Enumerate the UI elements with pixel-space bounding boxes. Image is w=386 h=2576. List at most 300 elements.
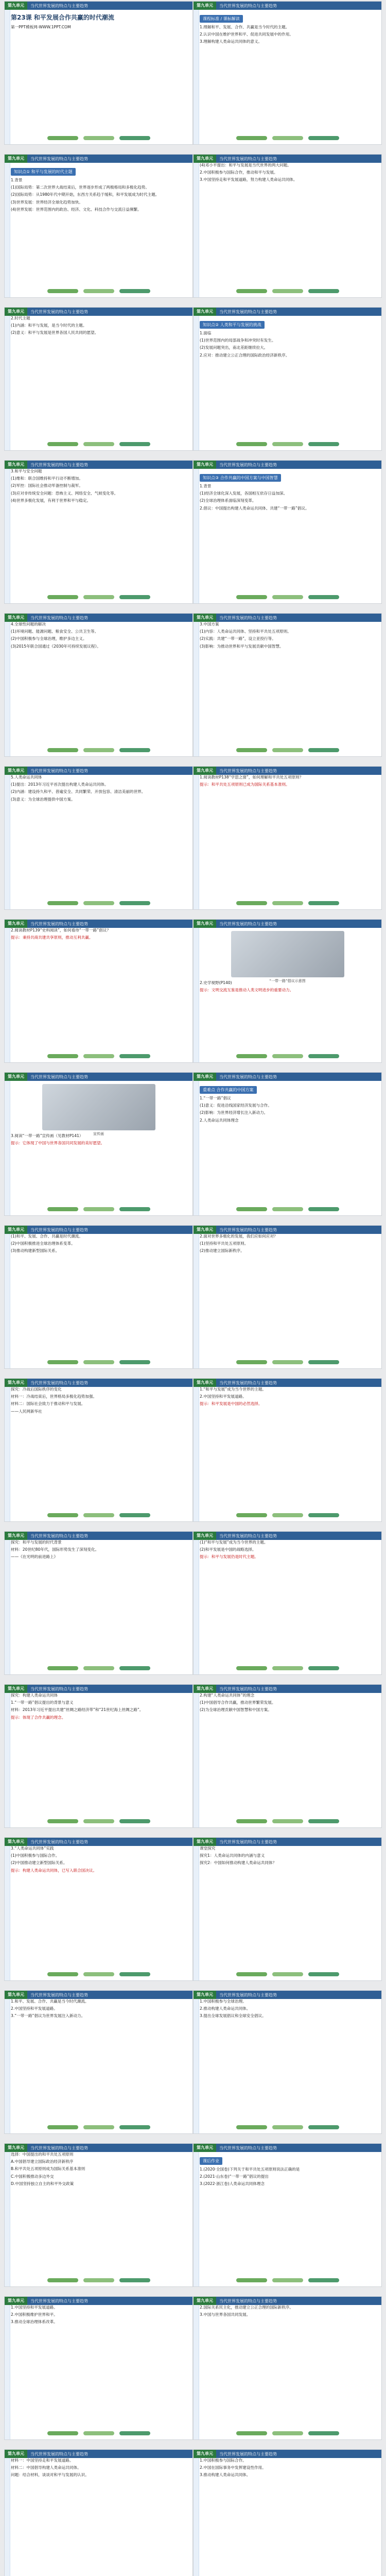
- footer-nav-button[interactable]: [236, 1054, 267, 1058]
- footer-nav-button[interactable]: [272, 1666, 303, 1670]
- slide-text-line: 提示：它体现了中国与世界各国共同发展的美好愿望。: [11, 1141, 105, 1146]
- slide-thumb[interactable]: [4, 2296, 193, 2440]
- slide-footer: [194, 1513, 381, 1519]
- footer-nav-button[interactable]: [83, 1819, 114, 1823]
- slide-text-line: (2)意义：和平与发展是世界各国人民共同的愿望。: [11, 330, 99, 335]
- unit-subtitle: 当代世界发展的特点与主要趋势: [30, 309, 88, 314]
- unit-subtitle: 当代世界发展的特点与主要趋势: [30, 2145, 88, 2150]
- left-rail: [5, 2152, 10, 2286]
- footer-nav-button[interactable]: [119, 1513, 150, 1517]
- slide-text-line: 探究2：中国如何推动构建人类命运共同体？: [200, 1860, 277, 1866]
- slide-text-line: (1)中国倡导合作共赢，推动世界繁荣发展。: [200, 1700, 276, 1705]
- slide-footer: [5, 1972, 192, 1978]
- slide-text-line: (1)国际局势：第二次世界大战结束后，世界逐步形成了两极格局和多极化趋势。: [11, 185, 149, 190]
- footer-nav-button[interactable]: [47, 595, 78, 599]
- slide-thumb[interactable]: [193, 2296, 382, 2440]
- footer-nav-button[interactable]: [272, 136, 303, 140]
- footer-nav-button[interactable]: [83, 1207, 114, 1211]
- slide-text-line: 提示：和平发展是中国的必然选择。: [200, 1401, 262, 1406]
- unit-label: 第九单元: [194, 1226, 216, 1234]
- footer-nav-button[interactable]: [47, 1360, 78, 1364]
- unit-label: 第九单元: [5, 1073, 27, 1081]
- slide-thumb[interactable]: [193, 919, 382, 1063]
- footer-nav-button[interactable]: [47, 2431, 78, 2435]
- slide-header-bar: [194, 155, 381, 163]
- left-rail: [5, 2305, 10, 2439]
- slide-thumb[interactable]: [193, 1837, 382, 1981]
- slide-text-line: (1)“和平与发展”成为当今世界的主题。: [200, 1540, 268, 1545]
- left-rail: [5, 1387, 10, 1521]
- footer-nav-button[interactable]: [236, 289, 267, 293]
- slide-header-bar: [194, 2450, 381, 2458]
- footer-nav-button[interactable]: [119, 595, 150, 599]
- slide-text-line: (2)影响：为世界经济增长注入新动力。: [200, 1110, 268, 1115]
- footer-nav-button[interactable]: [47, 748, 78, 752]
- slide-text-line: (3)影响：为推动世界和平与发展贡献中国智慧。: [200, 643, 284, 649]
- footer-nav-button[interactable]: [272, 442, 303, 446]
- slide-thumb[interactable]: [4, 2449, 193, 2576]
- slide-text-line: (2)和平发展是中国的战略选择。: [200, 1547, 256, 1552]
- slide-footer: [194, 2278, 381, 2284]
- section-tag: 课后作业: [200, 2157, 222, 2165]
- slide-thumb[interactable]: [193, 1072, 382, 1216]
- slide-text-line: (1)坚持和平共处五项原则。: [200, 1241, 249, 1246]
- footer-nav-button[interactable]: [119, 1819, 150, 1823]
- left-rail: [194, 163, 199, 297]
- slide-text-line: 5.人类命运共同体: [11, 775, 42, 779]
- unit-subtitle: 当代世界发展的特点与主要趋势: [219, 1533, 277, 1538]
- footer-nav-button[interactable]: [308, 289, 339, 293]
- footer-nav-button[interactable]: [272, 289, 303, 293]
- footer-nav-button[interactable]: [119, 748, 150, 752]
- slide-thumb[interactable]: [193, 307, 382, 451]
- left-rail: [194, 928, 199, 1062]
- unit-subtitle: 当代世界发展的特点与主要趋势: [30, 2298, 88, 2303]
- slide-text-line: 探究：冷战后国际秩序的变化: [11, 1387, 62, 1392]
- left-rail: [194, 1234, 199, 1368]
- footer-nav-button[interactable]: [308, 1666, 339, 1670]
- footer-nav-button[interactable]: [47, 1819, 78, 1823]
- slide-text-line: 提示：和平共处五项原则已成为国际关系基本准则。: [200, 782, 290, 787]
- footer-nav-button[interactable]: [83, 1360, 114, 1364]
- unit-subtitle: 当代世界发展的特点与主要趋势: [219, 1839, 277, 1844]
- slide-text-line: 2.中国在国际事务中发挥建设性作用。: [200, 2465, 266, 2470]
- footer-nav-button[interactable]: [83, 748, 114, 752]
- footer-nav-button[interactable]: [272, 1513, 303, 1517]
- slide-text-line: (1)维和：联合国维持和平行动不断增加。: [11, 476, 83, 481]
- slide-footer: [194, 442, 381, 448]
- footer-nav-button[interactable]: [119, 1666, 150, 1670]
- slide-text-line: 课堂探究: [200, 1846, 216, 1851]
- slide-text-line: 1.“和平与发展”成为当今世界的主题。: [200, 1387, 267, 1392]
- footer-nav-button[interactable]: [47, 289, 78, 293]
- unit-label: 第九单元: [5, 2, 27, 10]
- unit-label: 第九单元: [194, 1379, 216, 1387]
- slide-text-line: D.中国坚持独立自主的和平外交政策: [11, 2181, 74, 2186]
- unit-subtitle: 当代世界发展的特点与主要趋势: [30, 1227, 88, 1232]
- left-rail: [194, 2458, 199, 2576]
- footer-nav-button[interactable]: [272, 2431, 303, 2435]
- footer-nav-button[interactable]: [236, 595, 267, 599]
- footer-nav-button[interactable]: [47, 2278, 78, 2282]
- slide-thumb[interactable]: [4, 1072, 193, 1216]
- footer-nav-button[interactable]: [119, 1054, 150, 1058]
- left-rail: [5, 469, 10, 603]
- slide-header-bar: [194, 1838, 381, 1846]
- slide-text-line: 3.“人类命运共同体”实践: [11, 1846, 54, 1851]
- unit-label: 第九单元: [5, 1991, 27, 1999]
- slide-footer: [194, 1207, 381, 1213]
- slide-header-bar: [194, 1991, 381, 1999]
- slide-text-line: 3.阅读“一带一路”宣传画（见教材P141）: [11, 1133, 83, 1138]
- unit-subtitle: 当代世界发展的特点与主要趋势: [219, 2145, 277, 2150]
- footer-nav-button[interactable]: [272, 595, 303, 599]
- slide-text-line: 材料：20世纪80年代，国际形势发生了深刻变化。: [11, 1547, 99, 1552]
- slide-text-line: (1)中国积极参与国际合作。: [11, 1853, 60, 1858]
- footer-nav-button[interactable]: [83, 136, 114, 140]
- unit-label: 第九单元: [5, 1532, 27, 1540]
- slide-header-bar: [194, 767, 381, 775]
- footer-nav-button[interactable]: [119, 901, 150, 905]
- slide-footer: [5, 901, 192, 907]
- slide-footer: [5, 2125, 192, 2131]
- footer-nav-button[interactable]: [47, 136, 78, 140]
- slide-thumb[interactable]: [193, 1, 382, 145]
- slide-text-line: (2)内涵：建设持久和平、普遍安全、共同繁荣、开放包容、清洁美丽的世界。: [11, 789, 146, 794]
- footer-nav-button[interactable]: [119, 2125, 150, 2129]
- footer-nav-button[interactable]: [236, 2431, 267, 2435]
- footer-nav-button[interactable]: [308, 2278, 339, 2282]
- unit-subtitle: 当代世界发展的特点与主要趋势: [30, 1074, 88, 1079]
- slide-thumb[interactable]: [4, 1990, 193, 2134]
- slide-text-line: (1)提出：2013年习近平首次提出构建人类命运共同体。: [11, 782, 109, 787]
- footer-nav-button[interactable]: [272, 2278, 303, 2282]
- slide-text-line: 1.“一带一路”倡议: [200, 1096, 231, 1100]
- section-tag: 知识点① 和平与发展的时代主题: [11, 168, 76, 176]
- footer-nav-button[interactable]: [236, 1819, 267, 1823]
- footer-nav-button[interactable]: [236, 2125, 267, 2129]
- slide-text-line: 3.“一带一路”倡议为世界发展注入新动力。: [11, 2013, 85, 2019]
- footer-nav-button[interactable]: [83, 2125, 114, 2129]
- left-rail: [5, 928, 10, 1062]
- slide-footer: [5, 1666, 192, 1672]
- footer-nav-button[interactable]: [272, 1054, 303, 1058]
- slide-header-bar: [5, 1226, 192, 1234]
- left-rail: [194, 1999, 199, 2133]
- footer-nav-button[interactable]: [236, 901, 267, 905]
- slide-text-line: 1.中国积极参与全球治理。: [200, 1999, 247, 2004]
- slide-thumb[interactable]: [4, 1531, 193, 1675]
- slide-text-line: 1.“一带一路”倡议提出的背景与意义: [11, 1700, 74, 1705]
- footer-nav-button[interactable]: [119, 136, 150, 140]
- slide-footer: [194, 2125, 381, 2131]
- slide-text-line: (2)推动建立国际新秩序。: [200, 1248, 244, 1253]
- unit-subtitle: 当代世界发展的特点与主要趋势: [30, 3, 88, 8]
- slide-thumb[interactable]: [4, 1684, 193, 1828]
- footer-nav-button[interactable]: [119, 1972, 150, 1976]
- footer-nav-button[interactable]: [236, 136, 267, 140]
- slide-text-line: (1)经济全球化深入发展，各国相互依存日益加深。: [200, 491, 288, 496]
- slide-text-line: 选择：中国提出的和平共处五项原则: [11, 2152, 74, 2157]
- section-tag: 重难点 合作共赢的中国方案: [200, 1086, 257, 1094]
- slide-text-line: 探究：构建人类命运共同体: [11, 1693, 58, 1698]
- unit-label: 第九单元: [5, 308, 27, 316]
- slide-footer: [194, 1360, 381, 1366]
- footer-nav-button[interactable]: [272, 1972, 303, 1976]
- unit-subtitle: 当代世界发展的特点与主要趋势: [219, 309, 277, 314]
- slide-text-line: 材料：2013年习近平提出共建“丝绸之路经济带”和“21世纪海上丝绸之路”。: [11, 1707, 144, 1713]
- unit-label: 第九单元: [5, 2144, 27, 2152]
- slide-text-line: 2.国际关系民主化，推动建立公正合理的国际新秩序。: [200, 2305, 293, 2310]
- slide-text-line: 材料二：国际社会致力于推动和平与发展。: [11, 1401, 85, 1406]
- left-rail: [194, 1540, 199, 1674]
- unit-label: 第九单元: [194, 2297, 216, 2305]
- footer-nav-button[interactable]: [47, 2125, 78, 2129]
- unit-label: 第九单元: [5, 1838, 27, 1846]
- unit-label: 第九单元: [5, 155, 27, 163]
- footer-nav-button[interactable]: [236, 1513, 267, 1517]
- footer-nav-button[interactable]: [272, 1207, 303, 1211]
- footer-nav-button[interactable]: [236, 748, 267, 752]
- footer-nav-button[interactable]: [308, 1513, 339, 1517]
- footer-nav-button[interactable]: [47, 1666, 78, 1670]
- slide-text-line: 材料一：冷战结束后，世界格局多极化趋势加强。: [11, 1394, 97, 1399]
- slide-text-line: 2.构建“人类命运共同体”的理念: [200, 1693, 255, 1698]
- slide-text-line: 1.背景: [11, 178, 23, 182]
- slide-thumb[interactable]: [4, 766, 193, 910]
- footer-nav-button[interactable]: [47, 901, 78, 905]
- footer-nav-button[interactable]: [83, 289, 114, 293]
- left-rail: [5, 1234, 10, 1368]
- footer-nav-button[interactable]: [308, 2431, 339, 2435]
- slide-text-line: 2.推动构建人类命运共同体。: [200, 2006, 251, 2011]
- unit-subtitle: 当代世界发展的特点与主要趋势: [30, 2451, 88, 2456]
- unit-subtitle: 当代世界发展的特点与主要趋势: [30, 921, 88, 926]
- slide-footer: [194, 748, 381, 754]
- left-rail: [194, 622, 199, 756]
- slide-text-line: 1.和平、发展、合作、共赢是当今时代潮流。: [11, 1999, 89, 2004]
- slide-footer: [5, 1819, 192, 1825]
- slide-thumb[interactable]: [193, 613, 382, 757]
- footer-nav-button[interactable]: [47, 1054, 78, 1058]
- footer-nav-button[interactable]: [83, 1972, 114, 1976]
- footer-nav-button[interactable]: [83, 1513, 114, 1517]
- slide-text-line: 2.中国坚持和平发展道路。: [200, 1394, 247, 1399]
- slide-text-line: 3.推动构建人类命运共同体。: [200, 2472, 251, 2478]
- footer-nav-button[interactable]: [236, 1360, 267, 1364]
- slide-thumb[interactable]: [193, 1684, 382, 1828]
- left-rail: [194, 1081, 199, 1215]
- footer-nav-button[interactable]: [83, 1666, 114, 1670]
- unit-subtitle: 当代世界发展的特点与主要趋势: [30, 156, 88, 161]
- unit-label: 第九单元: [194, 1991, 216, 1999]
- unit-subtitle: 当代世界发展的特点与主要趋势: [219, 462, 277, 467]
- slide-header-bar: [5, 155, 192, 163]
- slide-thumb[interactable]: [4, 307, 193, 451]
- footer-nav-button[interactable]: [308, 442, 339, 446]
- slide-header-bar: [194, 1532, 381, 1540]
- slide-header-bar: [5, 461, 192, 469]
- slide-header-bar: [5, 308, 192, 316]
- slide-footer: [5, 1054, 192, 1060]
- slide-text-line: 1.理解和平、发展、合作、共赢是当今时代的主题。: [200, 25, 290, 29]
- slide-text-line: 2.面对世界多极化的发展，我们应如何应对？: [200, 1234, 278, 1239]
- slide-header-bar: [5, 1838, 192, 1846]
- footer-nav-button[interactable]: [308, 1972, 339, 1976]
- left-rail: [194, 316, 199, 450]
- slide-text-line: (2)为全球治理贡献中国智慧和中国方案。: [200, 1707, 272, 1713]
- slide-text-line: (2)全球治理体系面临深刻变革。: [200, 498, 256, 503]
- footer-nav-button[interactable]: [236, 1207, 267, 1211]
- unit-label: 第九单元: [194, 767, 216, 775]
- slide-thumb[interactable]: [193, 154, 382, 298]
- unit-label: 第九单元: [194, 1532, 216, 1540]
- left-rail: [5, 1846, 10, 1980]
- footer-nav-button[interactable]: [308, 1054, 339, 1058]
- footer-nav-button[interactable]: [83, 2278, 114, 2282]
- footer-nav-button[interactable]: [83, 1054, 114, 1058]
- slide-thumb[interactable]: [193, 460, 382, 604]
- unit-subtitle: 当代世界发展的特点与主要趋势: [30, 1839, 88, 1844]
- left-rail: [5, 163, 10, 297]
- footer-nav-button[interactable]: [308, 1207, 339, 1211]
- footer-nav-button[interactable]: [308, 901, 339, 905]
- footer-nav-button[interactable]: [236, 2278, 267, 2282]
- left-rail: [194, 775, 199, 909]
- slide-thumb[interactable]: [193, 1531, 382, 1675]
- slide-footer: [194, 1819, 381, 1825]
- slide-header-bar: [5, 2144, 192, 2152]
- unit-label: 第九单元: [194, 308, 216, 316]
- slide-text-line: 2.中国积极参与国际合作，推动和平与发展。: [200, 170, 278, 175]
- unit-label: 第九单元: [194, 461, 216, 469]
- footer-nav-button[interactable]: [83, 901, 114, 905]
- footer-nav-button[interactable]: [308, 136, 339, 140]
- slide-text-line: A.中国倡导建立国际政治经济新秩序: [11, 2159, 74, 2164]
- slide-thumb[interactable]: [4, 2143, 193, 2287]
- footer-nav-button[interactable]: [236, 1972, 267, 1976]
- slide-image: [231, 931, 344, 983]
- unit-label: 第九单元: [194, 1073, 216, 1081]
- slide-footer: [5, 442, 192, 448]
- footer-nav-button[interactable]: [47, 1972, 78, 1976]
- footer-nav-button[interactable]: [272, 1360, 303, 1364]
- left-rail: [194, 2152, 199, 2286]
- slide-footer: [194, 1972, 381, 1978]
- footer-nav-button[interactable]: [119, 289, 150, 293]
- slide-text-line: 第一PPT模板网-WWW.1PPT.COM: [11, 25, 71, 29]
- slide-thumb[interactable]: [4, 154, 193, 298]
- footer-nav-button[interactable]: [236, 1666, 267, 1670]
- footer-nav-button[interactable]: [119, 1207, 150, 1211]
- footer-nav-button[interactable]: [83, 442, 114, 446]
- slide-header-bar: [194, 308, 381, 316]
- unit-label: 第九单元: [194, 920, 216, 928]
- slide-text-line: 3.中国与世界各国共同发展。: [200, 2312, 251, 2317]
- footer-nav-button[interactable]: [308, 748, 339, 752]
- footer-nav-button[interactable]: [272, 901, 303, 905]
- slide-thumb[interactable]: [193, 2449, 382, 2576]
- slide-thumb[interactable]: [4, 1837, 193, 1981]
- footer-nav-button[interactable]: [83, 2431, 114, 2435]
- footer-nav-button[interactable]: [272, 1819, 303, 1823]
- slide-text-line: (3)世界发展：世界经济全球化趋势加快。: [11, 199, 83, 205]
- footer-nav-button[interactable]: [272, 2125, 303, 2129]
- slide-header-bar: [194, 1226, 381, 1234]
- slide-thumb[interactable]: [4, 1225, 193, 1369]
- slide-image: [42, 1084, 155, 1136]
- unit-label: 第九单元: [5, 1226, 27, 1234]
- unit-subtitle: 当代世界发展的特点与主要趋势: [30, 1686, 88, 1691]
- footer-nav-button[interactable]: [308, 2125, 339, 2129]
- left-rail: [194, 1846, 199, 1980]
- footer-nav-button[interactable]: [47, 1513, 78, 1517]
- slide-thumb[interactable]: [193, 766, 382, 910]
- slide-thumb[interactable]: [4, 460, 193, 604]
- slide-text-line: ——《在光明的前进路上》: [11, 1554, 58, 1560]
- left-rail: [194, 469, 199, 603]
- unit-label: 第九单元: [194, 2, 216, 10]
- slide-text-line: 2.阅读教材P139“史料阅读”，如何看待“一带一路”倡议？: [11, 928, 111, 933]
- section-tag: 知识点③ 合作共赢的中国方案与中国智慧: [200, 474, 281, 482]
- footer-nav-button[interactable]: [272, 748, 303, 752]
- unit-subtitle: 当代世界发展的特点与主要趋势: [30, 1533, 88, 1538]
- slide-text-line: 3.理解构建人类命运共同体的意义。: [200, 39, 262, 44]
- slide-header-bar: [194, 614, 381, 622]
- slide-thumb[interactable]: [4, 1378, 193, 1522]
- slide-thumb[interactable]: [193, 2143, 382, 2287]
- footer-nav-button[interactable]: [308, 1819, 339, 1823]
- footer-nav-button[interactable]: [119, 2278, 150, 2282]
- slide-footer: [5, 1207, 192, 1213]
- unit-subtitle: 当代世界发展的特点与主要趋势: [30, 615, 88, 620]
- left-rail: [5, 2458, 10, 2576]
- slide-thumb[interactable]: [193, 1225, 382, 1369]
- footer-nav-button[interactable]: [308, 1360, 339, 1364]
- unit-label: 第九单元: [194, 1838, 216, 1846]
- footer-nav-button[interactable]: [47, 442, 78, 446]
- footer-nav-button[interactable]: [47, 1207, 78, 1211]
- slide-footer: [194, 289, 381, 295]
- slide-thumb[interactable]: [193, 1378, 382, 1522]
- section-tag: 课程标准 / 课标解读: [200, 15, 243, 23]
- slide-text-line: 1.中国积极参与国际合作。: [200, 2458, 247, 2463]
- footer-nav-button[interactable]: [119, 442, 150, 446]
- slide-thumb[interactable]: [4, 919, 193, 1063]
- slide-text-line: 3.和平与安全问题: [11, 469, 42, 473]
- slide-thumb[interactable]: [4, 613, 193, 757]
- slide-footer: [194, 1054, 381, 1060]
- slide-text-line: (2)军控：国际社会推动军备控制与裁军。: [11, 483, 83, 488]
- slide-thumb[interactable]: [4, 1, 193, 145]
- slide-footer: [5, 2431, 192, 2437]
- slide-text-line: 2.中国积极维护世界和平。: [11, 2312, 58, 2317]
- slide-title: 第23课 和平发展合作共赢的时代潮流: [11, 14, 114, 21]
- footer-nav-button[interactable]: [236, 442, 267, 446]
- footer-nav-button[interactable]: [83, 595, 114, 599]
- slide-header-bar: [194, 2297, 381, 2305]
- slide-header-bar: [194, 1379, 381, 1387]
- slide-text-line: 提示：构建人类命运共同体，已写入联合国决议。: [11, 1868, 97, 1873]
- slide-text-line: (3)推动构建新型国际关系。: [11, 1248, 60, 1253]
- footer-nav-button[interactable]: [119, 2431, 150, 2435]
- footer-nav-button[interactable]: [308, 595, 339, 599]
- slide-header-bar: [5, 1532, 192, 1540]
- footer-nav-button[interactable]: [119, 1360, 150, 1364]
- slide-thumb[interactable]: [193, 1990, 382, 2134]
- unit-subtitle: 当代世界发展的特点与主要趋势: [219, 3, 277, 8]
- slide-header-bar: [194, 1073, 381, 1081]
